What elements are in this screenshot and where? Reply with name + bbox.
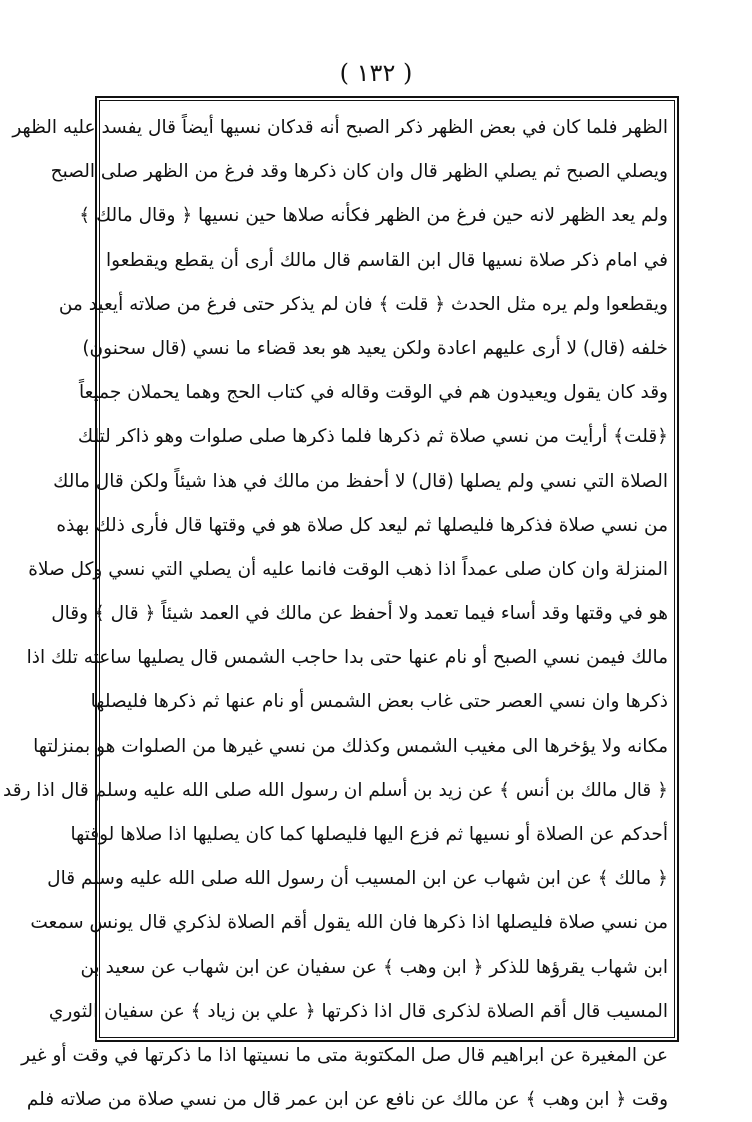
page-number: ( ١٣٢ ) [339,59,413,87]
text-line: المنزلة وان كان صلى عمداً اذا ذهب الوقت فانما عليه أن يصلي التي نسي وكل صلاة [28,558,668,580]
text-block [3,106,668,1111]
text-line: ﴿ قال مالك بن أنس ﴾ عن زيد بن أسلم ان رسول الله صلى الله عليه وسلم قال اذا رقد [3,779,668,801]
text-line: المسيب قال أقم الصلاة لذكرى قال اذا ذكرتها ﴿ علي بن زياد ﴾ عن سفيان الثوري [48,1000,668,1022]
text-line: في امام ذكر صلاة نسيها قال ابن القاسم قال مالك أرى أن يقطع ويقطعوا [106,249,668,271]
text-line: ابن شهاب يقرؤها للذكر ﴿ ابن وهب ﴾ عن سفيان عن ابن شهاب عن سعيد بن [80,956,668,978]
text-line: ويصلي الصبح ثم يصلي الظهر قال وان كان ذكرها وقد فرغ من الظهر صلى الصبح [50,161,668,183]
text-line: من نسي صلاة فذكرها فليصلها ثم ليعد كل صلاة هو في وقتها قال فأرى ذلك بهذه [56,514,668,536]
text-line: مكانه ولا يؤخرها الى مغيب الشمس وكذلك من نسي غيرها من الصلوات هو بمنزلتها [33,735,668,757]
text-line: مالك فيمن نسي الصبح أو نام عنها حتى بدا حاجب الشمس قال يصليها ساعته تلك اذا [26,647,668,669]
text-line: هو في وقتها وقد أساء فيما تعمد ولا أحفظ عن مالك في العمد شيئاً ﴿ قال ﴾ وقال [51,603,668,625]
text-line: من نسي صلاة فليصلها اذا ذكرها فان الله يقول أقم الصلاة لذكري قال يونس سمعت [30,912,668,934]
text-line: وقد كان يقول ويعيدون هم في الوقت وقاله في كتاب الحج وهما يحملان جميعاً [78,382,668,404]
text-line: ﴿ مالك ﴾ عن ابن شهاب عن ابن المسيب أن رسول الله صلى الله عليه وسلم قال [47,868,668,890]
text-line: ويقطعوا ولم يره مثل الحدث ﴿ قلت ﴾ فان لم يذكر حتى فرغ من صلاته أيعيد من [58,293,668,315]
text-line: أحدكم عن الصلاة أو نسيها ثم فزع اليها فليصلها كما كان يصليها اذا صلاها لوقتها [70,824,668,845]
text-line: ولم يعد الظهر لانه حين فرغ من الظهر فكأنه صلاها حين نسيها ﴿ وقال مالك ﴾ [79,205,668,227]
text-line: ذكرها وان نسي العصر حتى غاب بعض الشمس أو نام عنها ثم ذكرها فليصلها [90,691,668,713]
text-line: خلفه (قال) لا أرى عليهم اعادة ولكن يعيد هو بعد قضاء ما نسي (قال سحنون) [82,337,668,359]
text-line: وقت ﴿ ابن وهب ﴾ عن مالك عن نافع عن ابن عمر قال من نسي صلاة من صلاته فلم [26,1089,668,1111]
text-line: عن المغيرة عن ابراهيم قال صل المكتوبة متى ما نسيتها اذا ما ذكرتها في وقت أو غير [21,1044,668,1066]
text-line: الظهر فلما كان في بعض الظهر ذكر الصبح أنه قدكان نسيها أيضاً قال يفسد عليه الظهر [12,117,668,138]
text-line: ﴿قلت﴾ أرأيت من نسي صلاة ثم ذكرها فلما ذكرها صلى صلوات وهو ذاكر لتلك [77,426,668,448]
text-line: الصلاة التي نسي ولم يصلها (قال) لا أحفظ من مالك في هذا شيئاً ولكن قال مالك [53,470,668,492]
